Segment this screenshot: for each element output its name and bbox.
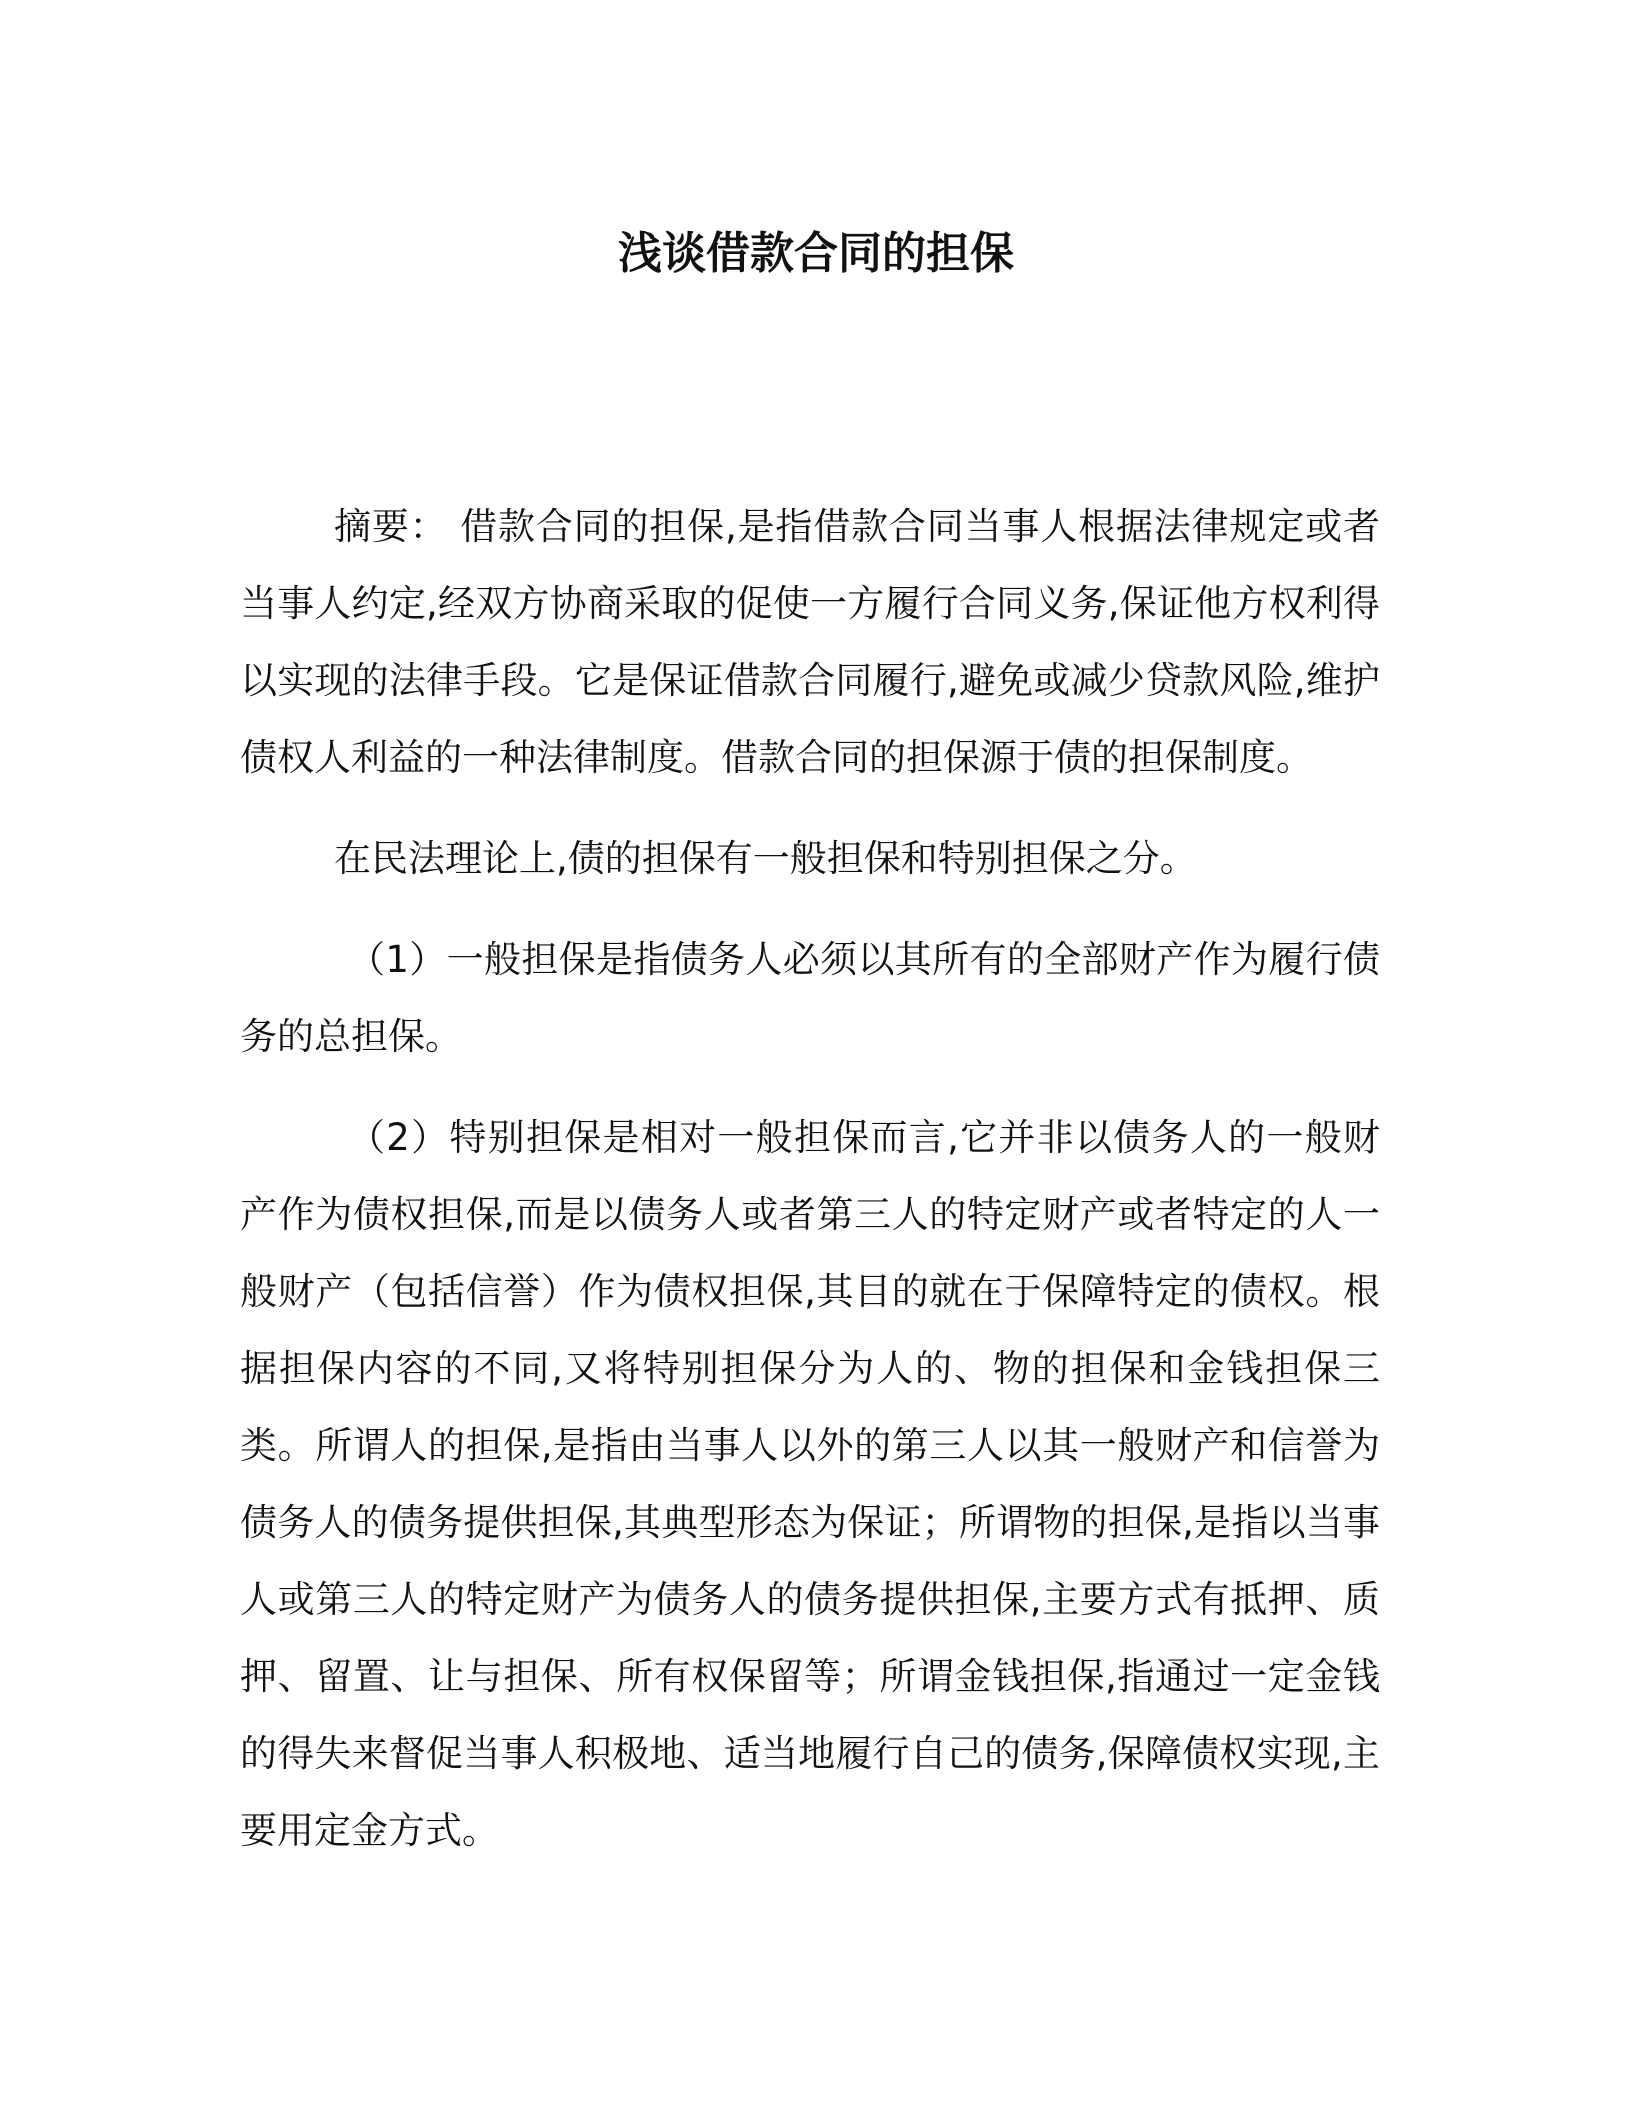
general-guarantee-paragraph: （1）一般担保是指债务人必须以其所有的全部财产作为履行债务的总担保。	[240, 938, 1380, 1058]
special-guarantee-paragraph: （2）特别担保是相对一般担保而言,它并非以债务人的一般财产作为债权担保,而是以债务人或者第三人的特定财产或者特定的人一般财产（包括信誉）作为债权担保,其目的就在于保障特定的债权。根据担保内容的不同,又将特别担保分为人的、物的担保和金钱担保三类。所谓人的担保,是指由当事人以外的第三人以其一般财产和信誉为债务人的债务提供担保,其典型形态为保证；所谓物的担保,是指以当事人或第三人的特定财产为债务人的债务提供担保,主要方式有抵押、质押、留置、让与担保、所有权保留等；所谓金钱担保,指通过一定金钱的得失来督促当事人积极地、适当地履行自己的债务,保障债权实现,主要用定金方式。	[240, 1116, 1380, 1852]
theory-paragraph: 在民法理论上,债的担保有一般担保和特别担保之分。	[334, 837, 1197, 880]
document-body	[240, 488, 1380, 1893]
abstract-paragraph: 摘要： 借款合同的担保,是指借款合同当事人根据法律规定或者当事人约定,经双方协商采取的促使一方履行合同义务,保证他方权利得以实现的法律手段。它是保证借款合同履行,避免或减少贷款风险,维护债权人利益的一种法律制度。借款合同的担保源于债的担保制度。	[240, 505, 1380, 779]
document-title: 浅谈借款合同的担保	[618, 228, 1014, 279]
